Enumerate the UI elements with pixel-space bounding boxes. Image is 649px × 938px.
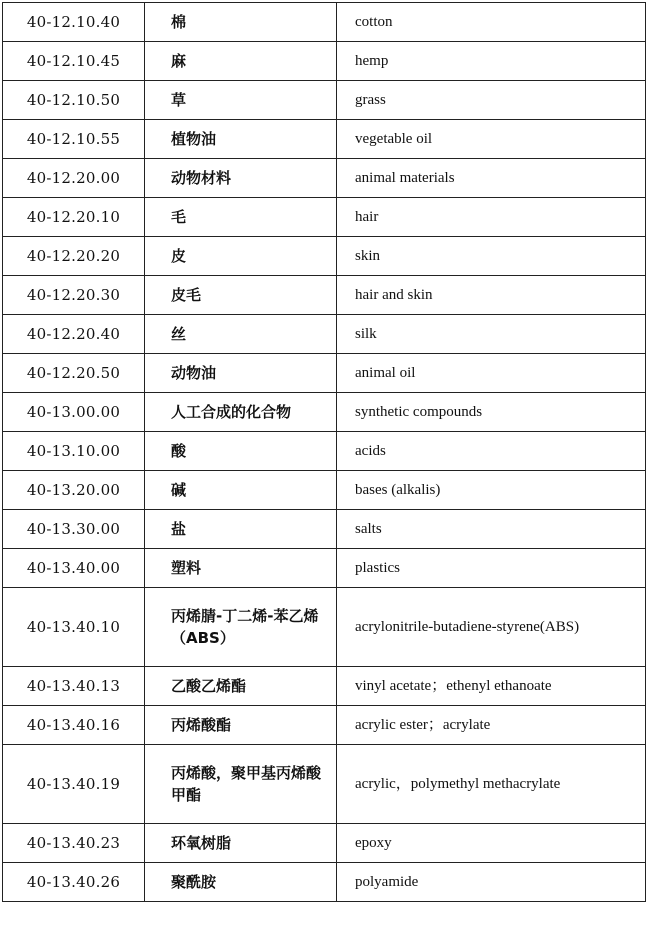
english-term-cell: animal materials xyxy=(337,159,646,198)
table-row xyxy=(3,549,646,588)
english-term-cell: acrylonitrile-butadiene-styrene(ABS) xyxy=(337,588,646,667)
table-row xyxy=(3,120,646,159)
chinese-term-cell: 环氧树脂 xyxy=(145,824,337,863)
english-term-cell: acrylic，polymethyl methacrylate xyxy=(337,745,646,824)
chinese-term-cell: 丙烯酸，聚甲基丙烯酸甲酯 xyxy=(145,745,337,824)
table-row xyxy=(3,354,646,393)
chinese-term-cell: 草 xyxy=(145,81,337,120)
code-cell: 40-13.40.19 xyxy=(3,745,145,824)
english-term-cell: grass xyxy=(337,81,646,120)
english-term-cell: hair xyxy=(337,198,646,237)
english-term-cell: hemp xyxy=(337,42,646,81)
english-term-cell: silk xyxy=(337,315,646,354)
english-term-cell: vegetable oil xyxy=(337,120,646,159)
table-row xyxy=(3,198,646,237)
chinese-term-cell: 植物油 xyxy=(145,120,337,159)
code-cell: 40-13.10.00 xyxy=(3,432,145,471)
code-cell: 40-12.20.10 xyxy=(3,198,145,237)
chinese-term-cell: 皮 xyxy=(145,237,337,276)
code-cell: 40-12.10.40 xyxy=(3,3,145,42)
chinese-term-cell: 棉 xyxy=(145,3,337,42)
chinese-term-cell: 聚酰胺 xyxy=(145,863,337,902)
english-term-cell: bases (alkalis) xyxy=(337,471,646,510)
code-cell: 40-13.40.23 xyxy=(3,824,145,863)
chinese-term-cell: 丙烯酸酯 xyxy=(145,706,337,745)
english-term-cell: acids xyxy=(337,432,646,471)
table-row xyxy=(3,3,646,42)
code-cell: 40-12.20.40 xyxy=(3,315,145,354)
terms-table xyxy=(2,2,646,902)
english-term-cell: polyamide xyxy=(337,863,646,902)
table-row xyxy=(3,863,646,902)
chinese-term-cell: 麻 xyxy=(145,42,337,81)
table-row xyxy=(3,276,646,315)
english-term-cell: animal oil xyxy=(337,354,646,393)
table-row xyxy=(3,745,646,824)
table-row xyxy=(3,824,646,863)
code-cell: 40-12.20.30 xyxy=(3,276,145,315)
chinese-term-cell: 酸 xyxy=(145,432,337,471)
code-cell: 40-12.10.45 xyxy=(3,42,145,81)
table-row xyxy=(3,42,646,81)
chinese-term-cell: 盐 xyxy=(145,510,337,549)
english-term-cell: synthetic compounds xyxy=(337,393,646,432)
table-row xyxy=(3,471,646,510)
code-cell: 40-13.00.00 xyxy=(3,393,145,432)
chinese-term-cell: 塑料 xyxy=(145,549,337,588)
table-row xyxy=(3,510,646,549)
table-row xyxy=(3,81,646,120)
code-cell: 40-12.10.50 xyxy=(3,81,145,120)
english-term-cell: epoxy xyxy=(337,824,646,863)
chinese-term-cell: 乙酸乙烯酯 xyxy=(145,667,337,706)
code-cell: 40-13.40.00 xyxy=(3,549,145,588)
table-row xyxy=(3,588,646,667)
code-cell: 40-13.40.16 xyxy=(3,706,145,745)
table-row xyxy=(3,706,646,745)
code-cell: 40-13.40.13 xyxy=(3,667,145,706)
chinese-term-cell: 动物油 xyxy=(145,354,337,393)
english-term-cell: salts xyxy=(337,510,646,549)
chinese-term-cell: 碱 xyxy=(145,471,337,510)
chinese-term-cell: 皮毛 xyxy=(145,276,337,315)
code-cell: 40-13.40.26 xyxy=(3,863,145,902)
chinese-term-cell: 丙烯腈-丁二烯-苯乙烯（ABS） xyxy=(145,588,337,667)
table-row xyxy=(3,315,646,354)
chinese-term-cell: 人工合成的化合物 xyxy=(145,393,337,432)
code-cell: 40-13.40.10 xyxy=(3,588,145,667)
table-row xyxy=(3,667,646,706)
code-cell: 40-13.20.00 xyxy=(3,471,145,510)
english-term-cell: hair and skin xyxy=(337,276,646,315)
english-term-cell: vinyl acetate；ethenyl ethanoate xyxy=(337,667,646,706)
code-cell: 40-12.10.55 xyxy=(3,120,145,159)
english-term-cell: cotton xyxy=(337,3,646,42)
english-term-cell: skin xyxy=(337,237,646,276)
code-cell: 40-12.20.20 xyxy=(3,237,145,276)
english-term-cell: acrylic ester；acrylate xyxy=(337,706,646,745)
code-cell: 40-13.30.00 xyxy=(3,510,145,549)
chinese-term-cell: 丝 xyxy=(145,315,337,354)
english-term-cell: plastics xyxy=(337,549,646,588)
table-row xyxy=(3,159,646,198)
table-row xyxy=(3,432,646,471)
code-cell: 40-12.20.50 xyxy=(3,354,145,393)
code-cell: 40-12.20.00 xyxy=(3,159,145,198)
chinese-term-cell: 毛 xyxy=(145,198,337,237)
table-row xyxy=(3,237,646,276)
chinese-term-cell: 动物材料 xyxy=(145,159,337,198)
table-row xyxy=(3,393,646,432)
